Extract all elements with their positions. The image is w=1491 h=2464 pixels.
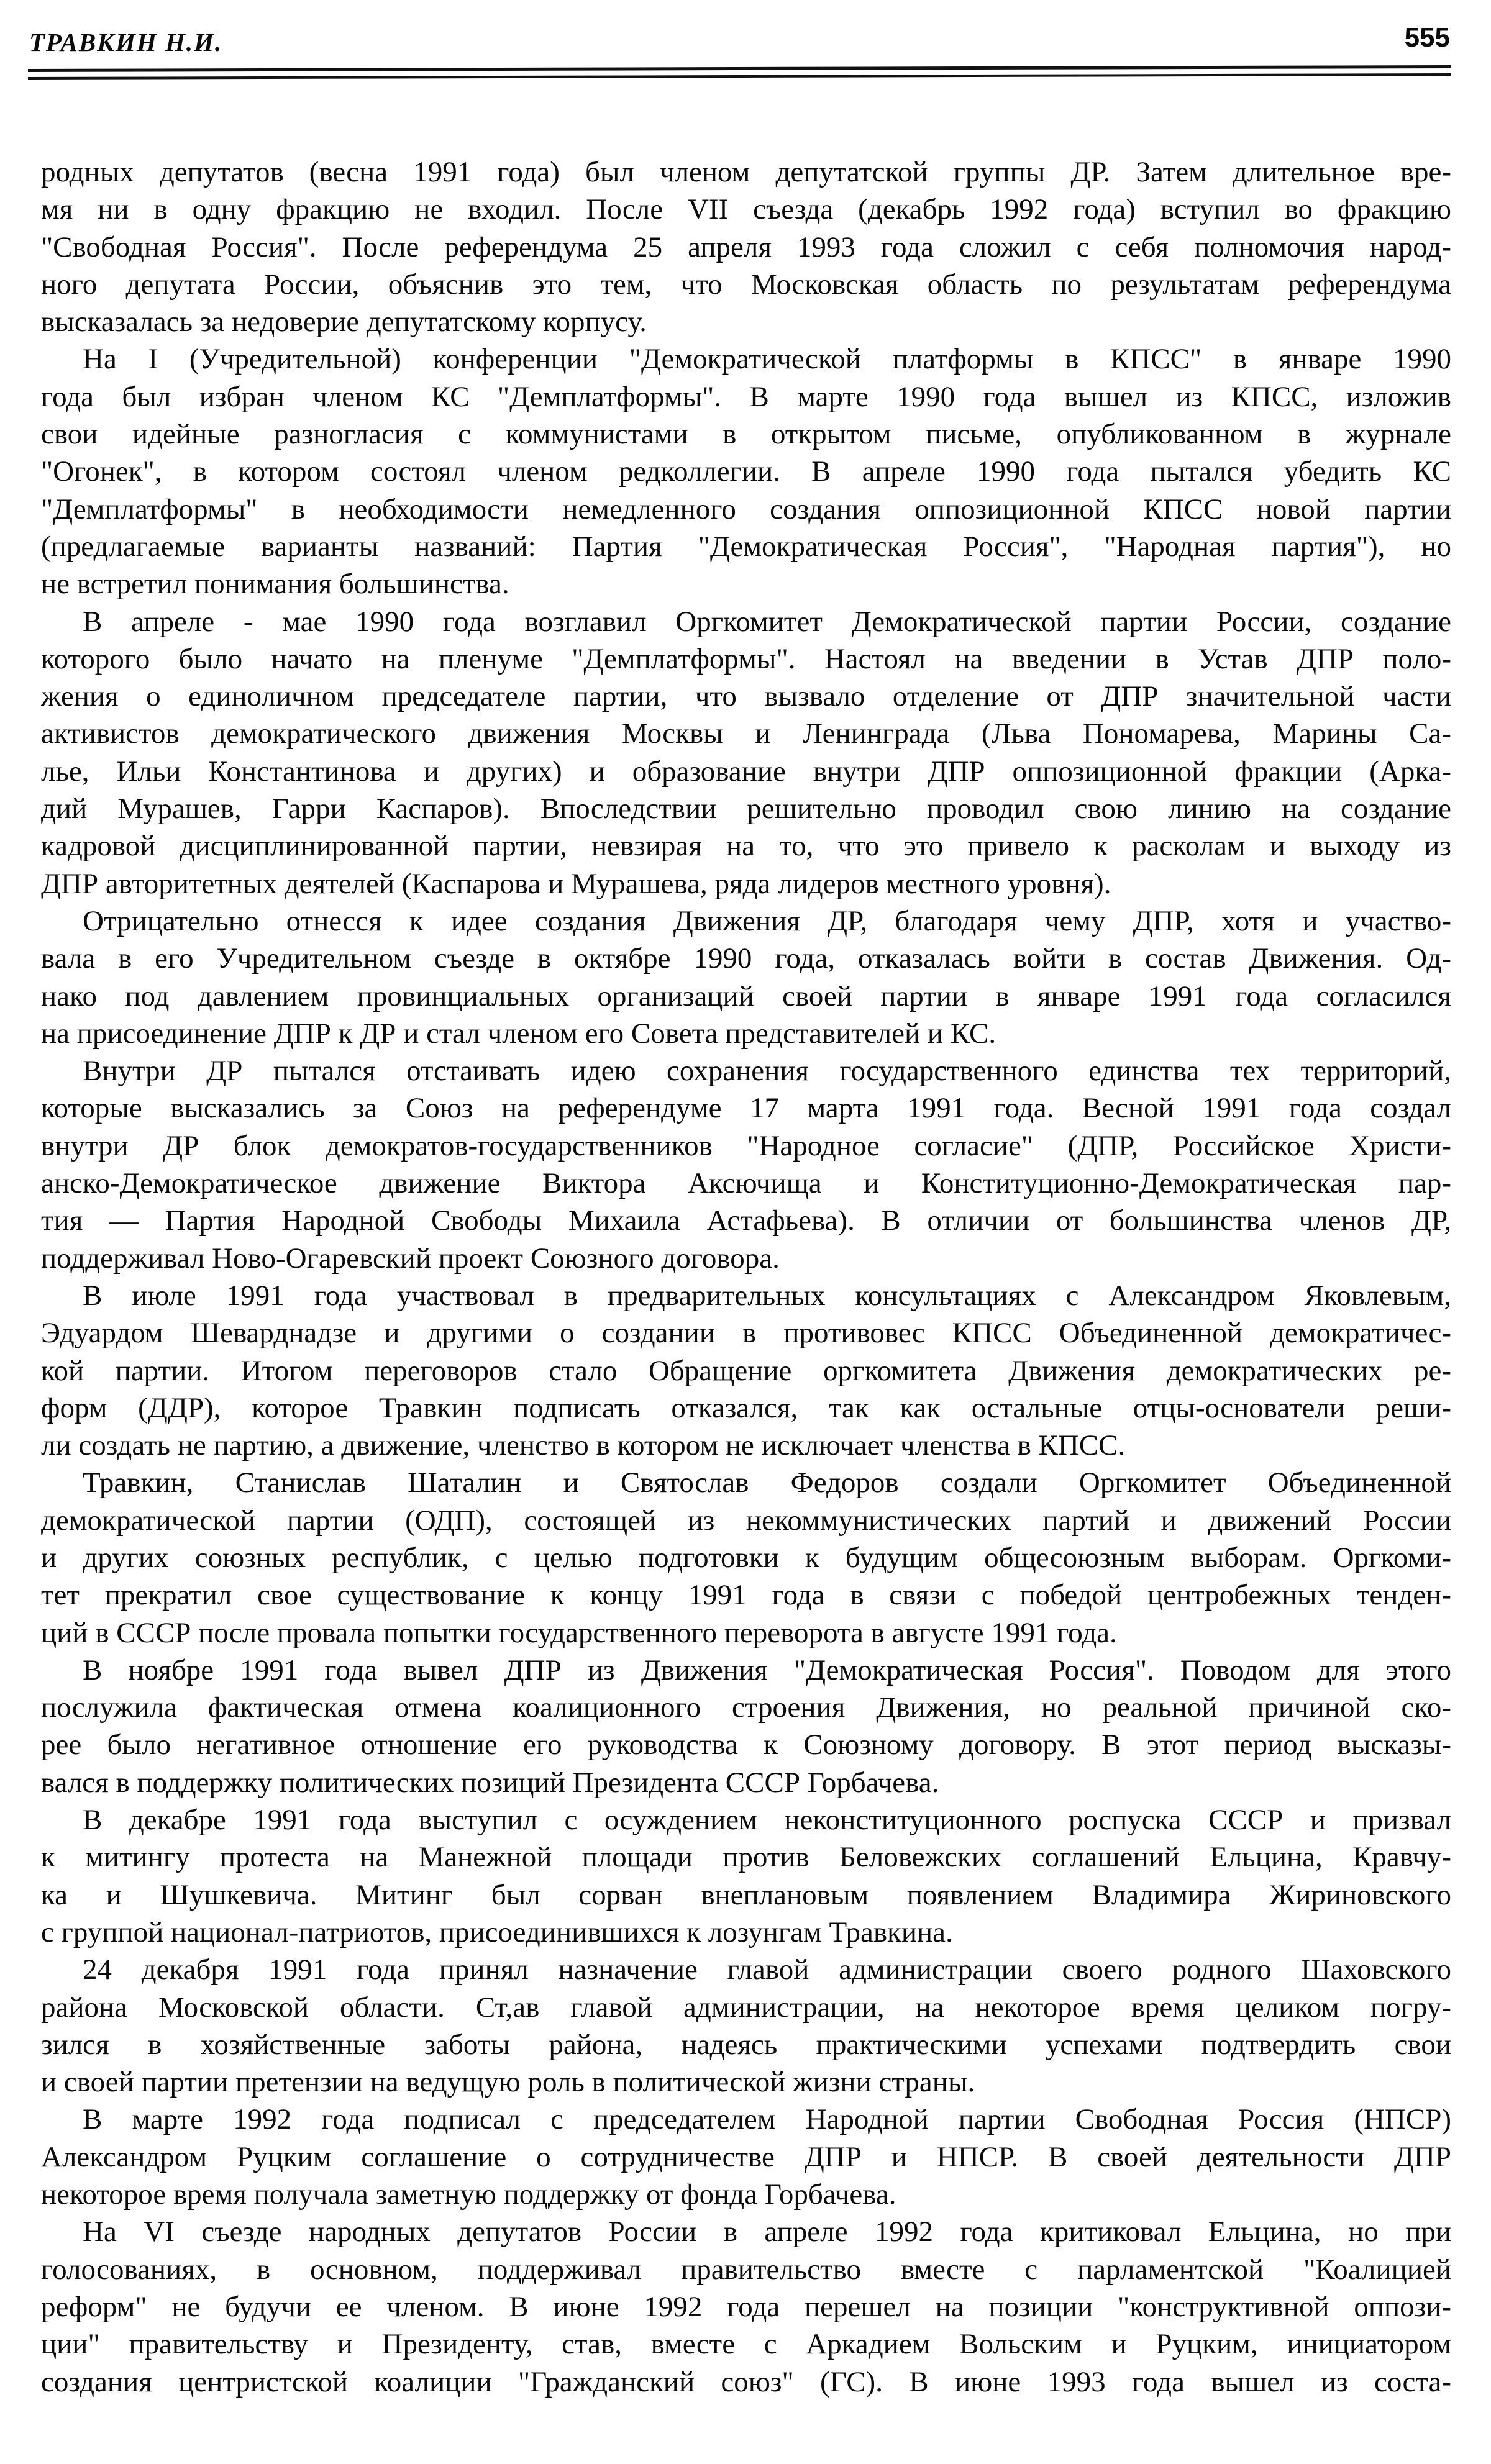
text-line: которого было начато на пленуме "Демплатформы". Настоял на введении в Устав ДПР поло- <box>41 642 1451 675</box>
text-line: Травкин, Станислав Шаталин и Святослав Федоров создали Оргкомитет Объединенной <box>83 1466 1451 1499</box>
text-line: с группой национал-патриотов, присоединившихся к лозунгам Травкина. <box>41 1916 953 1948</box>
text-line: В декабре 1991 года выступил с осуждением неконституционного роспуска СССР и призвал <box>83 1804 1451 1837</box>
text-line: На I (Учредительной) конференции "Демократической платформы в КПСС" в январе 1990 <box>83 343 1451 376</box>
text-line: нако под давлением провинциальных организаций своей партии в январе 1991 года согласился <box>41 980 1451 1012</box>
text-line: "Огонек", в котором состоял членом редколлегии. В апреле 1990 года пытался убедить КС <box>41 455 1451 488</box>
text-line: родных депутатов (весна 1991 года) был членом депутатской группы ДР. Затем длительное вре- <box>41 156 1451 188</box>
text-line: ка и Шушкевича. Митинг был сорван внеплановым появлением Владимира Жириновского <box>41 1878 1451 1911</box>
text-line: кадровой дисциплинированной партии, невзирая на то, что это привело к расколам и выходу из <box>41 830 1451 863</box>
text-line: вала в его Учредительном съезде в октябре 1990 года, отказалась войти в состав Движения. Од- <box>41 942 1451 975</box>
text-line: В ноябре 1991 года вывел ДПР из Движения "Демократическая Россия". Поводом для этого <box>83 1653 1451 1686</box>
text-line: не встретил понимания большинства. <box>41 568 509 601</box>
paragraph <box>41 1652 1451 1801</box>
running-header: ТРАВКИН Н.И. <box>29 28 223 57</box>
text-line: На VI съезде народных депутатов России в апреле 1992 года критиковал Ельцина, но при <box>83 2216 1451 2248</box>
paragraph <box>41 1801 1451 1951</box>
text-line: вался в поддержку политических позиций Президента СССР Горбачева. <box>41 1766 939 1799</box>
page-number: 555 <box>1404 22 1450 53</box>
text-line: года был избран членом КС "Демплатформы". В марте 1990 года вышел из КПСС, изложив <box>41 380 1451 413</box>
text-line: Александром Руцким соглашение о сотрудничестве ДПР и НПСР. В своей деятельности ДПР <box>41 2140 1451 2173</box>
text-line: анско-Демократическое движение Виктора Аксючища и Конституционно-Демократическая пар- <box>41 1167 1451 1200</box>
text-line: демократической партии (ОДП), состоящей из некоммунистических партий и движений России <box>41 1504 1451 1537</box>
text-line: 24 декабря 1991 года принял назначение главой администрации своего родного Шаховского <box>83 1953 1451 1986</box>
text-line: активистов демократического движения Москвы и Ленинграда (Льва Пономарева, Марины Са- <box>41 717 1451 750</box>
text-line: В июле 1991 года участвовал в предварительных консультациях с Александром Яковлевым, <box>83 1279 1451 1312</box>
header-divider-rule <box>28 65 1451 80</box>
text-line: и других союзных республик, с целью подготовки к будущим общесоюзным выборам. Оргкоми- <box>41 1541 1451 1574</box>
text-line: голосованиях, в основном, поддерживал правительство вместе с парламентской "Коалицией <box>41 2253 1451 2286</box>
article-text <box>41 153 1451 2401</box>
text-line: ции" правительству и Президенту, став, вместе с Аркадием Вольским и Руцким, инициатором <box>41 2328 1451 2361</box>
text-line: форм (ДДР), которое Травкин подписать отказался, так как остальные отцы-основатели реши- <box>41 1391 1451 1424</box>
text-line: зился в хозяйственные заботы района, надеясь практическими успехами подтвердить свои <box>41 2028 1451 2061</box>
text-line: дий Мурашев, Гарри Каспаров). Впоследствии решительно проводил свою линию на создание <box>41 793 1451 825</box>
text-line: Эдуардом Шеварднадзе и другими о создании в противовес КПСС Объединенной демократичес- <box>41 1317 1451 1350</box>
text-line: ли создать не партию, а движение, членство в котором не исключает членства в КПСС. <box>41 1429 1126 1462</box>
text-line: "Свободная Россия". После референдума 25 апреля 1993 года сложил с себя полномочия народ- <box>41 230 1451 263</box>
text-line: ного депутата России, объяснив это тем, что Московская область по результатам референдума <box>41 268 1451 301</box>
text-line: тия — Партия Народной Свободы Михаила Астафьева). В отличии от большинства членов ДР, <box>41 1204 1451 1237</box>
text-line: рее было негативное отношение его руководства к Союзному договору. В этот период высказы- <box>41 1729 1451 1762</box>
paragraph <box>41 153 1451 340</box>
paragraph <box>41 2101 1451 2213</box>
text-line: Отрицательно отнесся к идее создания Движения ДР, благодаря чему ДПР, хотя и участво- <box>83 904 1451 937</box>
paragraph <box>41 2213 1451 2400</box>
text-line: которые высказались за Союз на референдуме 17 марта 1991 года. Весной 1991 года создал <box>41 1092 1451 1125</box>
text-line: района Московской области. Ст,ав главой администрации, на некоторое время целиком погру- <box>41 1991 1451 2024</box>
paragraph <box>41 1464 1451 1651</box>
text-line: тет прекратил свое существование к концу 1991 года в связи с победой центробежных тенден- <box>41 1579 1451 1612</box>
text-line: (предлагаемые варианты названий: Партия "Демократическая Россия", "Народная партия"), но <box>41 530 1451 563</box>
text-line: жения о единоличном председателе партии, что вызвало отделение от ДПР значительной части <box>41 680 1451 713</box>
paragraph <box>41 603 1451 902</box>
text-line: поддерживал Ново-Огаревский проект Союзного договора. <box>41 1242 780 1275</box>
text-line: высказалась за недоверие депутатскому корпусу. <box>41 306 647 339</box>
text-line: и своей партии претензии на ведущую роль в политической жизни страны. <box>41 2066 975 2099</box>
text-line: реформ" не будучи ее членом. В июне 1992 года перешел на позиции "конструктивной оппози- <box>41 2290 1451 2323</box>
text-line: свои идейные разногласия с коммунистами в открытом письме, опубликованном в журнале <box>41 418 1451 451</box>
text-line: ДПР авторитетных деятелей (Каспарова и Мурашева, ряда лидеров местного уровня). <box>41 867 1111 900</box>
text-line: создания центристской коалиции "Гражданский союз" (ГС). В июне 1993 года вышел из соста- <box>41 2365 1451 2398</box>
text-line: Внутри ДР пытался отстаивать идею сохранения государственного единства тех территорий, <box>83 1055 1451 1088</box>
text-line: В марте 1992 года подписал с председателем Народной партии Свободная Россия (НПСР) <box>83 2103 1451 2136</box>
paragraph <box>41 902 1451 1052</box>
paragraph <box>41 1951 1451 2101</box>
text-line: лье, Ильи Константинова и других) и образование внутри ДПР оппозиционной фракции (Арка- <box>41 755 1451 788</box>
paragraph <box>41 340 1451 602</box>
text-line: послужила фактическая отмена коалиционного строения Движения, но реальной причиной ско- <box>41 1691 1451 1724</box>
text-line: кой партии. Итогом переговоров стало Обращение оргкомитета Движения демократических ре- <box>41 1354 1451 1387</box>
paragraph <box>41 1277 1451 1464</box>
text-line: на присоединение ДПР к ДР и стал членом его Совета представителей и КС. <box>41 1017 996 1050</box>
text-line: к митингу протеста на Манежной площади против Беловежских соглашений Ельцина, Кравчу- <box>41 1841 1451 1874</box>
text-line: В апреле - мае 1990 года возглавил Оргкомитет Демократической партии России, создание <box>83 605 1451 638</box>
text-line: "Демплатформы" в необходимости немедленного создания оппозиционной КПСС новой партии <box>41 493 1451 525</box>
text-line: некоторое время получала заметную поддержку от фонда Горбачева. <box>41 2178 896 2211</box>
paragraph <box>41 1052 1451 1277</box>
text-line: ций в СССР после провала попытки государственного переворота в августе 1991 года. <box>41 1616 1117 1649</box>
text-line: мя ни в одну фракцию не входил. После VII съезда (декабрь 1992 года) вступил во фракцию <box>41 193 1451 226</box>
text-line: внутри ДР блок демократов-государственников "Народное согласие" (ДПР, Российское Христи- <box>41 1129 1451 1162</box>
